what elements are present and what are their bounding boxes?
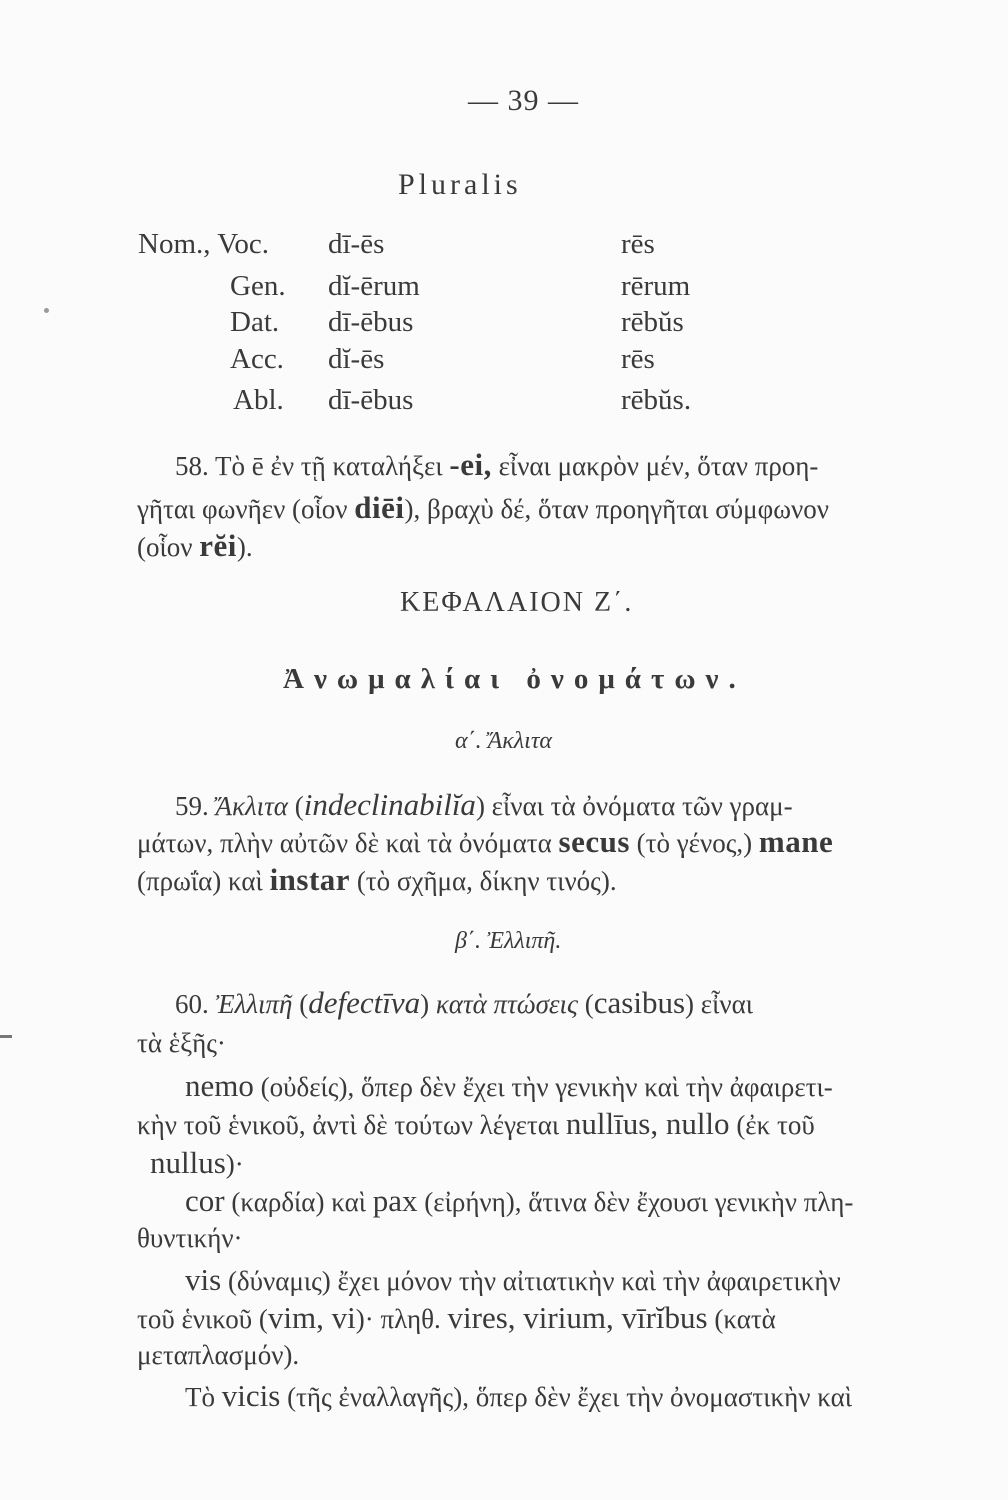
para-60-line: vis (δύναμις) ἔχει μόνον τὴν αἰτιατικὴν καὶ τὴν ἀφαιρετικὴν	[185, 1262, 841, 1297]
form-res: rēs	[621, 228, 655, 260]
case-label: Dat.	[230, 306, 280, 338]
para-59-line: 59. Ἄκλιτα (indeclinabilĭa) εἶναι τὰ ὀνόματα τῶν γραμ-	[175, 787, 793, 822]
para-60-line: μεταπλασμόν).	[137, 1340, 300, 1370]
para-60-line: nullus)·	[150, 1145, 244, 1180]
para-60-line: nemo (οὐδείς), ὅπερ δὲν ἔχει τὴν γενικὴν καὶ τὴν ἀφαιρετι-	[185, 1068, 833, 1103]
form-res: rēbŭs	[621, 306, 684, 338]
chapter-heading: ΚΕΦΑΛΑΙΟΝ Ζ΄.	[400, 587, 634, 618]
para-60-line: Τὸ vicis (τῆς ἐναλλαγῆς), ὅπερ δὲν ἔχει τὴν ὀνομαστικὴν καὶ	[185, 1378, 852, 1413]
form-dies: dī-ēbus	[328, 384, 414, 416]
case-label: Gen.	[230, 270, 286, 302]
form-dies: dĭ-ēs	[328, 343, 385, 375]
chapter-subtitle: Ἀνωμαλίαι ὀνομάτων.	[283, 663, 746, 695]
form-dies: dī-ēbus	[328, 306, 414, 338]
para-60-line: τὰ ἑξῆς·	[137, 1028, 226, 1058]
section-heading-b: β΄. Ἐλλιπῆ.	[455, 928, 562, 954]
para-58-line: (οἷον rĕi).	[137, 528, 253, 563]
form-res: rēs	[621, 343, 655, 375]
form-res: rēbŭs.	[621, 384, 692, 416]
para-60-line: τοῦ ἑνικοῦ (vim, vi)· πληθ. vires, virium, vīrĭbus (κατὰ	[137, 1300, 776, 1335]
case-label: Nom., Voc.	[138, 228, 270, 260]
heading-pluralis: Pluralis	[398, 168, 522, 201]
form-res: rērum	[621, 270, 691, 302]
section-heading-a: α΄. Ἄκλιτα	[455, 728, 553, 754]
para-59-line: μάτων, πλὴν αὐτῶν δὲ καὶ τὰ ὀνόματα secus (τὸ γένος,) mane	[137, 824, 834, 859]
margin-mark	[0, 1035, 12, 1038]
para-59-line: (πρωΐα) καὶ instar (τὸ σχῆμα, δίκην τινός).	[137, 862, 617, 897]
form-dies: dī-ēs	[328, 228, 385, 260]
para-60-line: 60. Ἐλλιπῆ (defectīva) κατὰ πτώσεις (casibus) εἶναι	[175, 985, 753, 1020]
para-60-line: θυντικήν·	[137, 1223, 243, 1253]
para-58-line: γῆται φωνῆεν (οἷον diēi), βραχὺ δέ, ὅταν προηγῆται σύμφωνον	[137, 490, 829, 525]
case-label: Abl.	[233, 384, 284, 416]
page-number: — 39 —	[468, 84, 579, 117]
form-dies: dĭ-ērum	[328, 270, 420, 302]
para-60-line: κὴν τοῦ ἑνικοῦ, ἀντὶ δὲ τούτων λέγεται nullīus, nullo (ἐκ τοῦ	[137, 1106, 815, 1141]
para-60-line: cor (καρδία) καὶ pax (εἰρήνη), ἅτινα δὲν ἔχουσι γενικὴν πλη-	[185, 1183, 854, 1218]
case-label: Acc.	[230, 343, 284, 375]
margin-dot	[44, 308, 49, 313]
para-58-line: 58. Τὸ ē ἐν τῇ καταλήξει -ei, εἶναι μακρὸν μέν, ὅταν προη-	[175, 447, 819, 482]
